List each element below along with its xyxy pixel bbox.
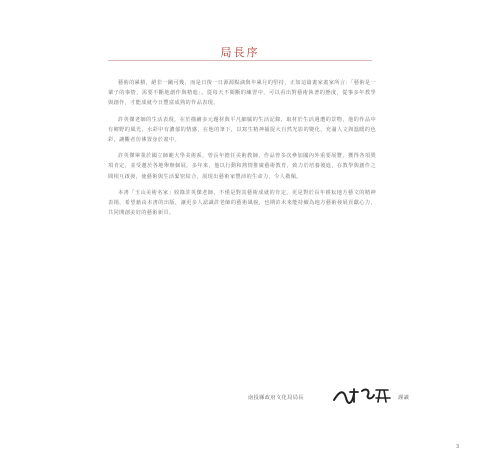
signature-block	[0, 386, 480, 406]
signer-title: 南投縣政府文化局局長	[248, 395, 304, 401]
title-divider	[108, 60, 372, 61]
paragraph-4: 本書「玉山美術名家」收錄許英傑老師，不僅是對其藝術成就的肯定，更是對於長年耕耘地方藝文的精神表揚，希望藉由本書的出版，讓更多人認識許老師的藝術風貌，也期許未來能持續為地方藝術發展貢獻心力，共同開創美好的藝術新頁。	[108, 189, 376, 217]
signature-closing: 謹識	[398, 395, 410, 401]
paragraph-1: 藝術的累積，絕非一蹴可幾，而是日復一日源源點滴與年累月的堅持，正如這篇畫家畫家所言：「藝術是一輩子的事情，需要不斷地創作與精進」。從每天不間斷的練習中，可以看出對藝術執著的態度，從事多年教學與創作，才能成就今日豐富成熟的作品表現。	[108, 80, 376, 107]
signature-calligraphy-icon	[330, 386, 394, 406]
page-title: 局長序	[220, 46, 260, 59]
paragraph-3: 許英傑畢業於國立師範大學美術系，曾長年擔任美術教師，作品曾多次參加國內外重要展覽，獲得各項獎項肯定，並受邀於各地舉辦個展。多年來，他以行動和熱情推廣藝術教育，致力於培養後進，在教學與創作之間相互啟發，使藝術與生活緊密結合，展現出藝術家豐沛的生命力，令人敬佩。	[108, 153, 376, 180]
page-number: 3	[456, 444, 460, 450]
preface-body	[108, 78, 376, 224]
paragraph-2: 許英傑老師的生活表現，在於描繪多元題材與平凡細膩的生活記錄，取材於生活週遭的景物，他的作品中有鄉野的風光，水彩中有濃郁的情感，在他的筆下，以寫生精神捕捉大自然光影的變化，充滿人文與溫暖的色彩，讓觀者彷彿置身於畫中。	[108, 116, 376, 144]
